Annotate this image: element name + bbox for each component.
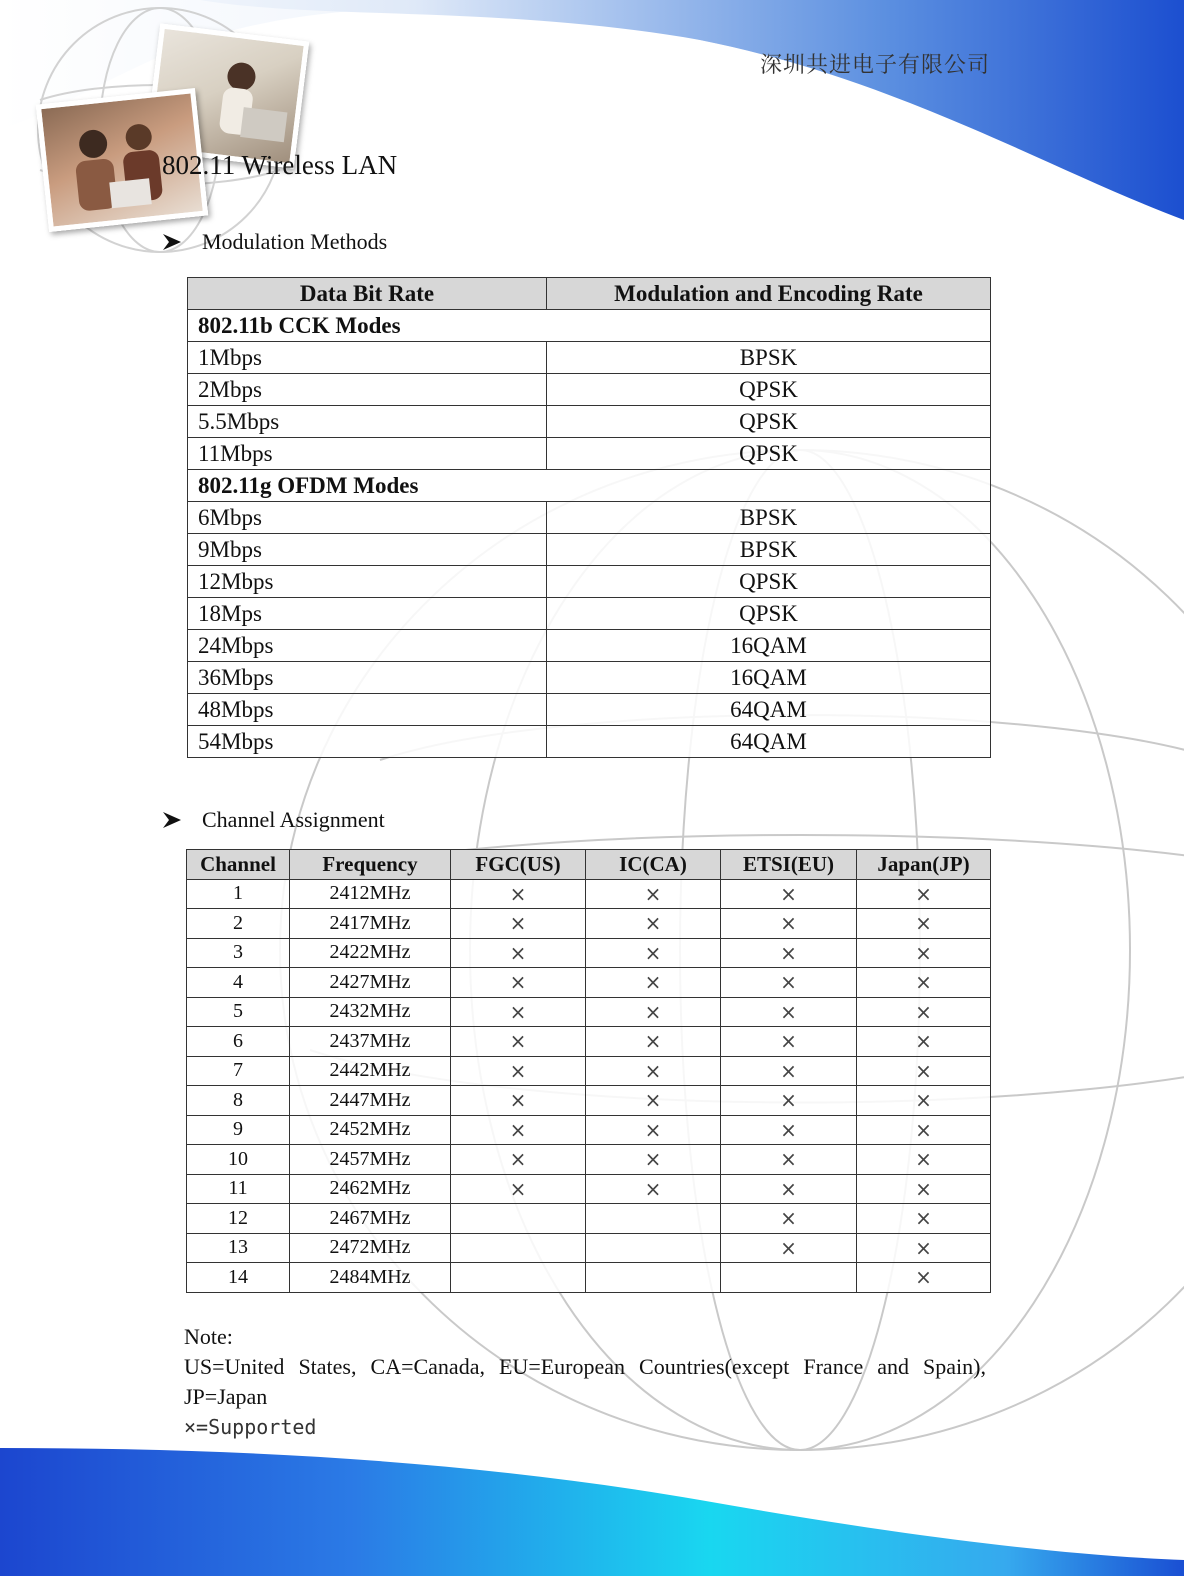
fgc-us-cell: × [451, 1174, 586, 1204]
channel-cell: 7 [187, 1056, 290, 1086]
etsi-eu-cell: × [721, 997, 857, 1027]
fgc-us-cell: × [451, 909, 586, 939]
modulation-table [187, 277, 991, 758]
section-channel [162, 807, 385, 833]
fgc-us-cell [451, 1204, 586, 1234]
ic-ca-cell: × [586, 968, 721, 998]
table-row [188, 534, 991, 566]
table-row [187, 1027, 991, 1057]
modulation-cell: QPSK [547, 438, 991, 470]
japan-jp-cell: × [857, 1174, 991, 1204]
frequency-cell: 2432MHz [290, 997, 451, 1027]
channel-cell: 3 [187, 938, 290, 968]
etsi-eu-cell: × [721, 1086, 857, 1116]
data-bit-rate-cell: 2Mbps [188, 374, 547, 406]
etsi-eu-cell: × [721, 968, 857, 998]
header-frequency: Frequency [290, 850, 451, 880]
modulation-cell: 64QAM [547, 694, 991, 726]
modulation-cell: QPSK [547, 406, 991, 438]
table-row [188, 406, 991, 438]
table-row [187, 909, 991, 939]
table-row [188, 694, 991, 726]
etsi-eu-cell: × [721, 1115, 857, 1145]
japan-jp-cell: × [857, 1086, 991, 1116]
japan-jp-cell: × [857, 1233, 991, 1263]
channel-cell: 10 [187, 1145, 290, 1175]
ic-ca-cell: × [586, 879, 721, 909]
modulation-cell: 16QAM [547, 630, 991, 662]
modulation-cell: QPSK [547, 566, 991, 598]
channel-cell: 9 [187, 1115, 290, 1145]
frequency-cell: 2452MHz [290, 1115, 451, 1145]
table-row [188, 374, 991, 406]
modulation-cell: 64QAM [547, 726, 991, 758]
arrow-bullet-icon [162, 811, 182, 829]
data-bit-rate-cell: 5.5Mbps [188, 406, 547, 438]
data-bit-rate-cell: 54Mbps [188, 726, 547, 758]
japan-jp-cell: × [857, 909, 991, 939]
frequency-cell: 2412MHz [290, 879, 451, 909]
ic-ca-cell [586, 1263, 721, 1293]
channel-cell: 5 [187, 997, 290, 1027]
header-modulation: Modulation and Encoding Rate [547, 278, 991, 310]
japan-jp-cell: × [857, 997, 991, 1027]
table-row [188, 662, 991, 694]
fgc-us-cell: × [451, 938, 586, 968]
section-modulation-label: Modulation Methods [202, 229, 388, 254]
note-line2: JP=Japan [184, 1384, 268, 1409]
japan-jp-cell: × [857, 1204, 991, 1234]
data-bit-rate-cell: 9Mbps [188, 534, 547, 566]
fgc-us-cell: × [451, 1056, 586, 1086]
modulation-group-row [188, 310, 991, 342]
section-channel-label: Channel Assignment [202, 807, 385, 832]
data-bit-rate-cell: 24Mbps [188, 630, 547, 662]
header-ic-ca: IC(CA) [586, 850, 721, 880]
header-channel: Channel [187, 850, 290, 880]
data-bit-rate-cell: 18Mps [188, 598, 547, 630]
fgc-us-cell [451, 1233, 586, 1263]
table-row [188, 502, 991, 534]
japan-jp-cell: × [857, 938, 991, 968]
table-row [188, 598, 991, 630]
etsi-eu-cell: × [721, 1056, 857, 1086]
fgc-us-cell: × [451, 1115, 586, 1145]
ic-ca-cell: × [586, 909, 721, 939]
table-row [187, 1263, 991, 1293]
modulation-group-label: 802.11g OFDM Modes [188, 470, 991, 502]
table-row [187, 968, 991, 998]
etsi-eu-cell: × [721, 1233, 857, 1263]
ic-ca-cell: × [586, 938, 721, 968]
header-etsi-eu: ETSI(EU) [721, 850, 857, 880]
company-name: 深圳共进电子有限公司 [759, 53, 990, 78]
table-row [187, 1115, 991, 1145]
channel-cell: 12 [187, 1204, 290, 1234]
channel-cell: 13 [187, 1233, 290, 1263]
modulation-table-body [188, 310, 991, 758]
table-row [187, 879, 991, 909]
etsi-eu-cell [721, 1263, 857, 1293]
table-row [187, 1086, 991, 1116]
ic-ca-cell: × [586, 1174, 721, 1204]
etsi-eu-cell: × [721, 938, 857, 968]
japan-jp-cell: × [857, 1115, 991, 1145]
data-bit-rate-cell: 11Mbps [188, 438, 547, 470]
channel-cell: 4 [187, 968, 290, 998]
channel-cell: 8 [187, 1086, 290, 1116]
etsi-eu-cell: × [721, 1204, 857, 1234]
modulation-cell: BPSK [547, 502, 991, 534]
header-data-bit-rate: Data Bit Rate [188, 278, 547, 310]
table-row [187, 1174, 991, 1204]
note-block [184, 1322, 986, 1442]
fgc-us-cell [451, 1263, 586, 1293]
frequency-cell: 2457MHz [290, 1145, 451, 1175]
table-row [187, 997, 991, 1027]
modulation-group-label: 802.11b CCK Modes [188, 310, 991, 342]
fgc-us-cell: × [451, 1027, 586, 1057]
channel-cell: 11 [187, 1174, 290, 1204]
data-bit-rate-cell: 6Mbps [188, 502, 547, 534]
ic-ca-cell: × [586, 1027, 721, 1057]
channel-table-body [187, 879, 991, 1292]
table-row [187, 1204, 991, 1234]
japan-jp-cell: × [857, 968, 991, 998]
frequency-cell: 2447MHz [290, 1086, 451, 1116]
ic-ca-cell: × [586, 1086, 721, 1116]
table-row [188, 630, 991, 662]
modulation-cell: QPSK [547, 374, 991, 406]
note-legend: ×=Supported [184, 1415, 317, 1439]
etsi-eu-cell: × [721, 879, 857, 909]
channel-cell: 1 [187, 879, 290, 909]
frequency-cell: 2472MHz [290, 1233, 451, 1263]
data-bit-rate-cell: 12Mbps [188, 566, 547, 598]
frequency-cell: 2484MHz [290, 1263, 451, 1293]
table-row [188, 726, 991, 758]
etsi-eu-cell: × [721, 909, 857, 939]
table-row [187, 1056, 991, 1086]
fgc-us-cell: × [451, 968, 586, 998]
channel-cell: 14 [187, 1263, 290, 1293]
frequency-cell: 2467MHz [290, 1204, 451, 1234]
frequency-cell: 2427MHz [290, 968, 451, 998]
modulation-header-row [188, 278, 991, 310]
etsi-eu-cell: × [721, 1027, 857, 1057]
page-title: 802.11 Wireless LAN [162, 150, 398, 180]
note-label: Note: [184, 1324, 233, 1349]
modulation-cell: 16QAM [547, 662, 991, 694]
data-bit-rate-cell: 1Mbps [188, 342, 547, 374]
arrow-bullet-icon [162, 233, 182, 251]
modulation-cell: BPSK [547, 342, 991, 374]
frequency-cell: 2437MHz [290, 1027, 451, 1057]
japan-jp-cell: × [857, 1263, 991, 1293]
modulation-cell: BPSK [547, 534, 991, 566]
modulation-group-row [188, 470, 991, 502]
channel-table [186, 849, 991, 1293]
header-fgc-us: FGC(US) [451, 850, 586, 880]
frequency-cell: 2442MHz [290, 1056, 451, 1086]
modulation-cell: QPSK [547, 598, 991, 630]
data-bit-rate-cell: 48Mbps [188, 694, 547, 726]
data-bit-rate-cell: 36Mbps [188, 662, 547, 694]
channel-cell: 6 [187, 1027, 290, 1057]
channel-cell: 2 [187, 909, 290, 939]
note-line1: US=United States, CA=Canada, EU=European Countries(except France and Spain), [184, 1354, 986, 1379]
frequency-cell: 2422MHz [290, 938, 451, 968]
ic-ca-cell: × [586, 997, 721, 1027]
ic-ca-cell [586, 1204, 721, 1234]
section-modulation [162, 229, 387, 255]
ic-ca-cell: × [586, 1145, 721, 1175]
table-row [188, 566, 991, 598]
etsi-eu-cell: × [721, 1174, 857, 1204]
ic-ca-cell: × [586, 1115, 721, 1145]
table-row [188, 438, 991, 470]
japan-jp-cell: × [857, 1145, 991, 1175]
frequency-cell: 2462MHz [290, 1174, 451, 1204]
japan-jp-cell: × [857, 879, 991, 909]
ic-ca-cell: × [586, 1056, 721, 1086]
table-row [187, 938, 991, 968]
table-row [188, 342, 991, 374]
table-row [187, 1233, 991, 1263]
frequency-cell: 2417MHz [290, 909, 451, 939]
japan-jp-cell: × [857, 1027, 991, 1057]
channel-header-row [187, 850, 991, 880]
ic-ca-cell [586, 1233, 721, 1263]
japan-jp-cell: × [857, 1056, 991, 1086]
fgc-us-cell: × [451, 1086, 586, 1116]
fgc-us-cell: × [451, 1145, 586, 1175]
fgc-us-cell: × [451, 997, 586, 1027]
etsi-eu-cell: × [721, 1145, 857, 1175]
table-row [187, 1145, 991, 1175]
fgc-us-cell: × [451, 879, 586, 909]
header-japan-jp: Japan(JP) [857, 850, 991, 880]
